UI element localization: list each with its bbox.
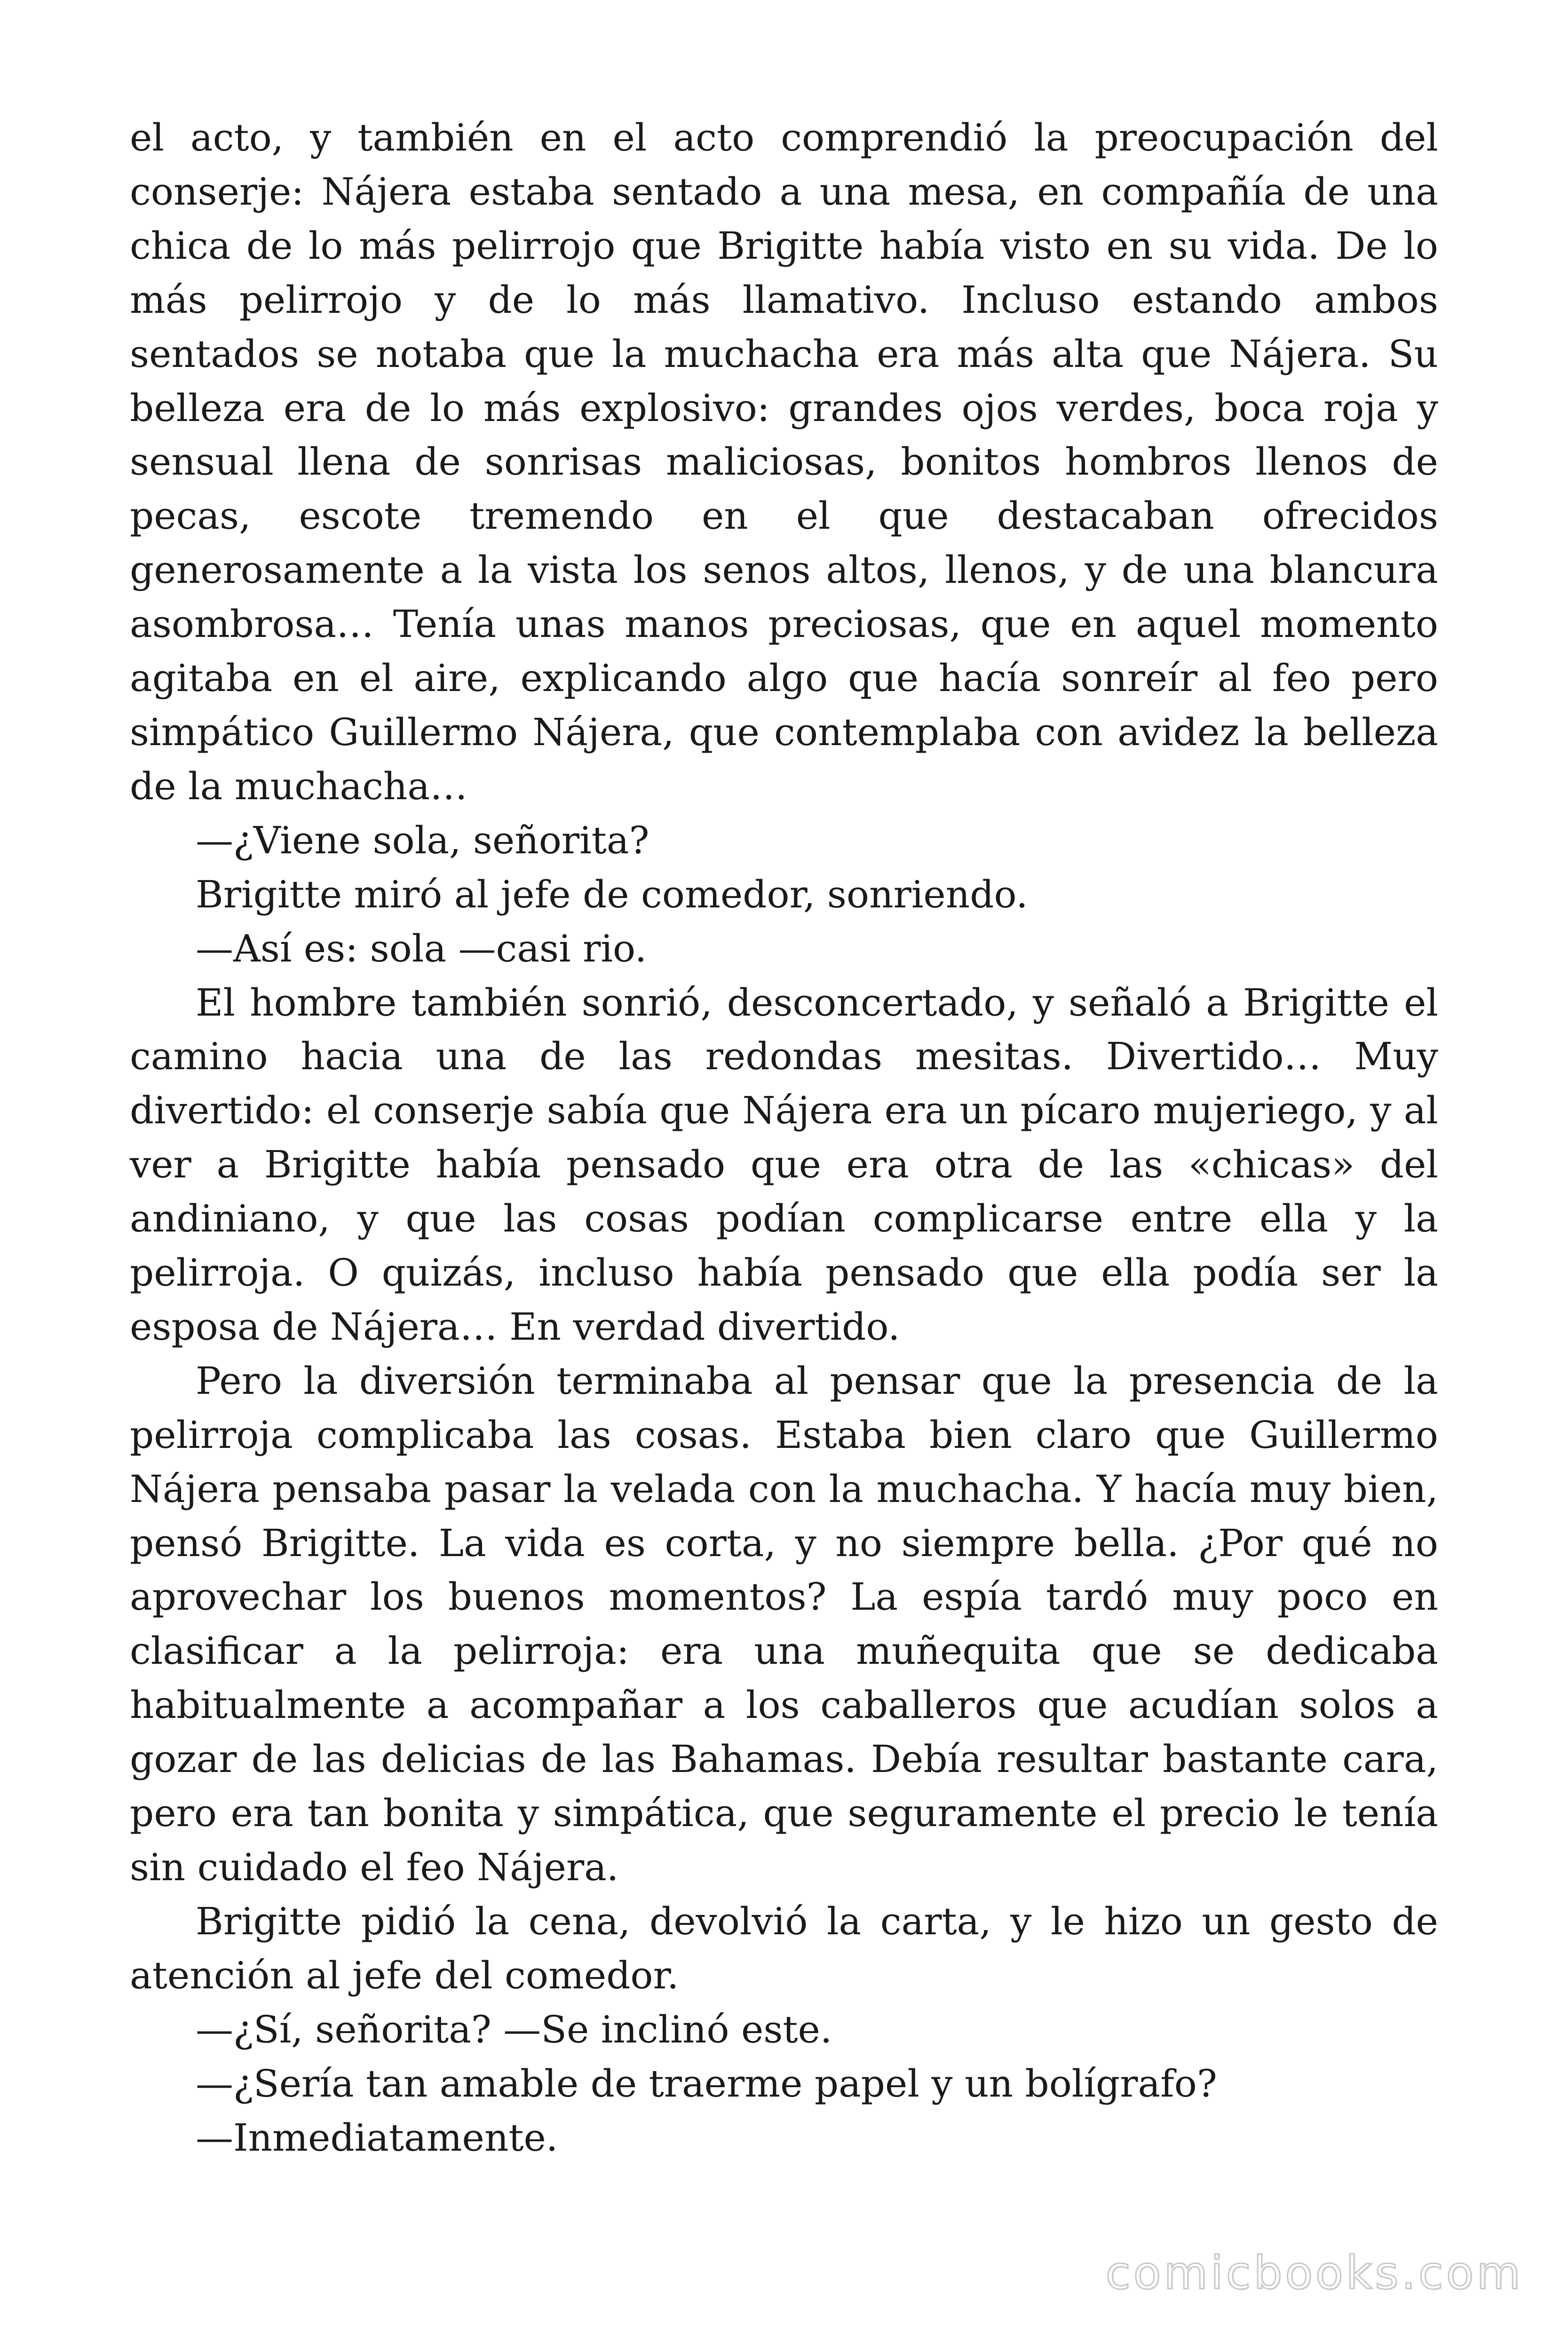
dialogue-line: —¿Sí, señorita? —Se inclinó este. [196,2007,832,2051]
site-watermark: comicbooks.com [1105,2247,1523,2299]
paragraph: Pero la diversión terminaba al pensar que la presencia de la pelirroja complicaba las cosas. Estaba bien claro que Guillermo Nájera pensaba pasar la velada con la muchacha. Y hacía muy bien, pensó Brigitte. La vida es corta, y no siempre bella. ¿Por qué no aprovechar los buenos momentos? La espía tardó muy poco en clasificar a la pelirroja: era una muñequita que se dedicaba habitualmente a acompañar a los caballeros que acudían solos a gozar de las delicias de las Bahamas. Debía resultar bastante cara, pero era tan bonita y simpática, que seguramente el precio le tenía sin cuidado el feo Nájera. [130,1359,1438,1889]
paragraph: el acto, y también en el acto comprendió la preocupación del conserje: Nájera estaba sentado a una mesa, en compañía de una chica de lo más pelirrojo que Brigitte había visto en su vida. De lo más pelirrojo y de lo más llamativo. Incluso estando ambos sentados se notaba que la muchacha era más alta que Nájera. Su belleza era de lo más explosivo: grandes ojos verdes, boca roja y sensual llena de sonrisas maliciosas, bonitos hombros llenos de pecas, escote tremendo en el que destacaban ofrecidos generosamente a la vista los senos altos, llenos, y de una blancura asombrosa… Tenía unas manos preciosas, que en aquel momento agitaba en el aire, explicando algo que hacía sonreír al feo pero simpático Guillermo Nájera, que contemplaba con avidez la belleza de la muchacha… [130,116,1438,808]
dialogue-line: —Inmediatamente. [196,2115,558,2160]
book-page-text [130,111,1438,2165]
paragraph: Brigitte miró al jefe de comedor, sonriendo. [196,872,1028,916]
dialogue-line: —Así es: sola —casi rio. [196,926,647,970]
dialogue-line: —¿Viene sola, señorita? [196,818,649,862]
paragraph: Brigitte pidió la cena, devolvió la carta, y le hizo un gesto de atención al jefe del comedor. [130,1899,1438,1997]
dialogue-line: —¿Sería tan amable de traerme papel y un bolígrafo? [196,2061,1217,2106]
paragraph: El hombre también sonrió, desconcertado, y señaló a Brigitte el camino hacia una de las redondas mesitas. Divertido… Muy divertido: el conserje sabía que Nájera era un pícaro mujeriego, y al ver a Brigitte había pensado que era otra de las «chicas» del andiniano, y que las cosas podían complicarse entre ella y la pelirroja. O quizás, incluso había pensado que ella podía ser la esposa de Nájera… En verdad divertido. [130,980,1438,1349]
